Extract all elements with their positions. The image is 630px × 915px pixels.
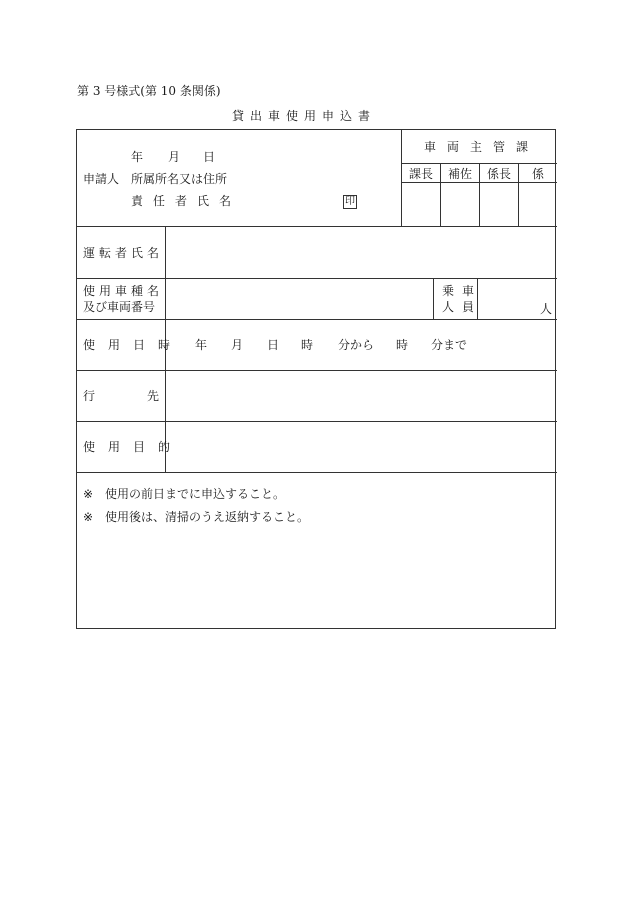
datetime-hour-to: 時 (396, 338, 409, 352)
date-year-label: 年 (131, 150, 144, 164)
datetime-minute-to: 分まで (431, 338, 468, 352)
destination-label-first: 行 (83, 389, 96, 403)
datetime-minute-from: 分から (338, 338, 375, 352)
datetime-year: 年 (195, 338, 208, 352)
divider-line (77, 319, 557, 320)
form-title: 貸出車使用申込書 (232, 109, 377, 123)
datetime-month: 月 (231, 338, 244, 352)
divider-line (433, 278, 434, 319)
divider-line (440, 163, 441, 226)
passengers-label-line2: 人員 (442, 300, 483, 314)
datetime-hour-from: 時 (301, 338, 314, 352)
divider-line (479, 163, 480, 226)
passengers-label-line1: 乗車 (442, 284, 483, 298)
date-day-label: 日 (203, 150, 216, 164)
usage-datetime-label: 使用日時 (83, 338, 184, 352)
passengers-unit: 人 (540, 302, 553, 316)
divider-line (77, 472, 557, 473)
datetime-day: 日 (267, 338, 280, 352)
note-mark: ※ (83, 487, 94, 501)
date-month-label: 月 (168, 150, 181, 164)
approval-col-deputy: 補佐 (448, 167, 473, 181)
approval-col-staff: 係 (532, 167, 545, 181)
destination-label-second: 先 (147, 389, 160, 403)
divider-line (77, 226, 557, 227)
note-text: 使用後は、清掃のうえ返納すること。 (105, 510, 310, 524)
note-text: 使用の前日までに申込すること。 (105, 487, 286, 501)
divider-line (77, 421, 557, 422)
form-number-header: 第 3 号様式(第 10 条関係) (77, 84, 221, 98)
approval-col-section-chief: 課長 (409, 167, 434, 181)
affiliation-label: 所属所名又は住所 (131, 172, 228, 186)
vehicle-number-label: 及び車両番号 (83, 300, 156, 314)
driver-name-label: 運転者氏名 (83, 246, 164, 260)
vehicle-type-label: 使用車種名 (83, 284, 164, 298)
approval-col-subsection-chief: 係長 (487, 167, 512, 181)
vehicle-section-title: 車両主管課 (424, 140, 540, 154)
application-form-table (76, 129, 556, 629)
usage-purpose-label: 使用目的 (83, 440, 184, 454)
note-mark: ※ (83, 510, 94, 524)
applicant-label: 申請人 (83, 172, 120, 186)
divider-line (77, 278, 557, 279)
divider-line (77, 370, 557, 371)
seal-mark (343, 194, 357, 209)
seal-text: 印 (345, 196, 355, 207)
responsible-person-label: 責任者氏名 (131, 194, 242, 208)
divider-line (401, 130, 402, 226)
divider-line (518, 163, 519, 226)
